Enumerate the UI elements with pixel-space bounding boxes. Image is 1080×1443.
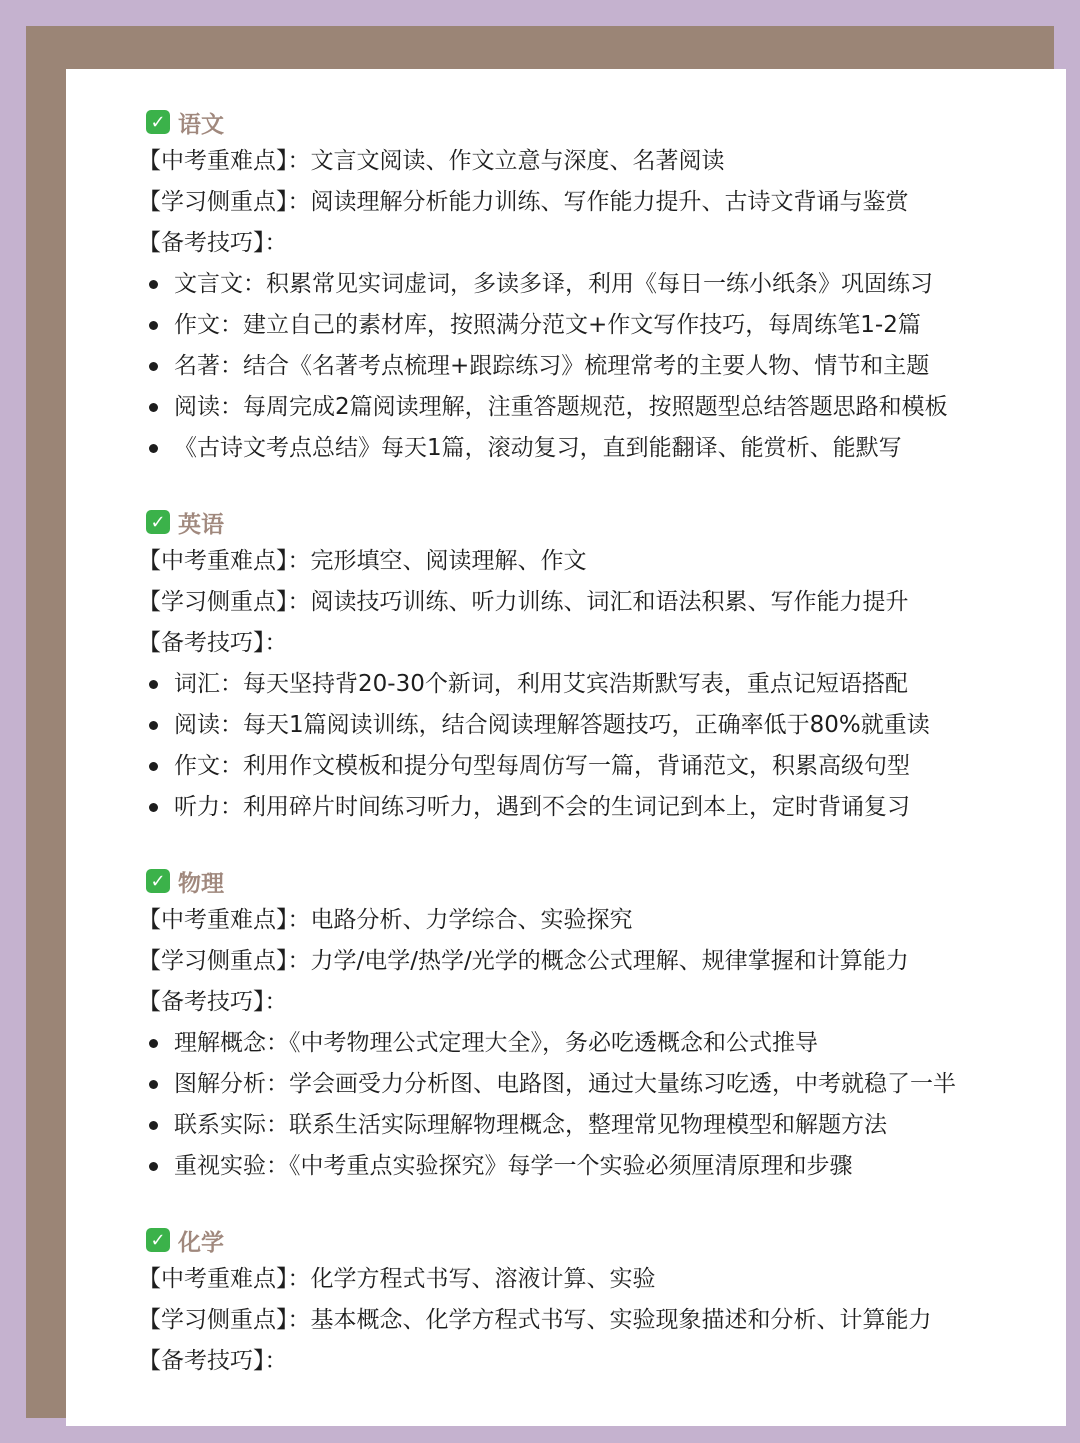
- check-mark-icon: ✓: [146, 510, 170, 534]
- section-title: [146, 862, 1038, 900]
- tips-list: [138, 664, 1038, 828]
- bullet-dot-icon: [149, 762, 158, 771]
- tip-text: 图解分析：学会画受力分析图、电路图，通过大量练习吃透，中考就稳了一半: [174, 1071, 956, 1097]
- tip-item: [138, 746, 1038, 787]
- tip-item: [138, 705, 1038, 746]
- tip-item: [138, 1064, 1038, 1105]
- tip-text: 联系实际：联系生活实际理解物理概念，整理常见物理模型和解题方法: [174, 1112, 887, 1138]
- photo-frame: [26, 26, 1054, 1418]
- study-focus-line: [138, 1300, 1038, 1341]
- tip-item: [138, 664, 1038, 705]
- study-focus-text: 阅读理解分析能力训练、写作能力提升、古诗文背诵与鉴赏: [310, 189, 909, 215]
- study-focus-label: 【学习侧重点】：: [138, 589, 311, 615]
- check-mark-icon: ✓: [146, 110, 170, 134]
- tip-item: [138, 1146, 1038, 1187]
- tips-list: [138, 264, 1038, 469]
- study-focus-text: 阅读技巧训练、听力训练、词汇和语法积累、写作能力提升: [310, 589, 909, 615]
- section-chemistry: [138, 1221, 1038, 1382]
- study-focus-label: 【学习侧重点】：: [138, 189, 311, 215]
- exam-focus-label: 【中考重难点】：: [138, 1266, 311, 1292]
- section-title: [146, 1221, 1038, 1259]
- bullet-dot-icon: [149, 803, 158, 812]
- tip-item: [138, 787, 1038, 828]
- bullet-dot-icon: [149, 1039, 158, 1048]
- exam-focus-label: 【中考重难点】：: [138, 907, 311, 933]
- tips-heading: 【备考技巧】：: [138, 1348, 288, 1374]
- tip-item: [138, 387, 1038, 428]
- section-title-text: 语文: [178, 111, 224, 138]
- bullet-dot-icon: [149, 1121, 158, 1130]
- section-title: [146, 103, 1038, 141]
- tip-item: [138, 264, 1038, 305]
- tip-text: 作文：建立自己的素材库，按照满分范文+作文写作技巧，每周练笔1-2篇: [174, 312, 921, 338]
- study-focus-line: [138, 182, 1038, 223]
- notes-content: [138, 103, 1038, 1416]
- tips-list: [138, 1023, 1038, 1187]
- tip-text: 重视实验：《中考重点实验探究》每学一个实验必须厘清原理和步骤: [174, 1153, 853, 1179]
- section-title-text: 物理: [178, 870, 224, 897]
- tips-heading: 【备考技巧】：: [138, 630, 288, 656]
- bullet-dot-icon: [149, 680, 158, 689]
- tip-text: 阅读：每周完成2篇阅读理解，注重答题规范，按照题型总结答题思路和模板: [174, 394, 948, 420]
- tips-heading: 【备考技巧】：: [138, 989, 288, 1015]
- bullet-dot-icon: [149, 721, 158, 730]
- bullet-dot-icon: [149, 444, 158, 453]
- exam-focus-text: 电路分析、力学综合、实验探究: [310, 907, 633, 933]
- section-title-text: 化学: [178, 1229, 224, 1256]
- paper-sheet: [66, 69, 1066, 1426]
- exam-focus-line: [138, 1259, 1038, 1300]
- tip-item: [138, 346, 1038, 387]
- bullet-dot-icon: [149, 362, 158, 371]
- tip-item: [138, 305, 1038, 346]
- study-focus-text: 基本概念、化学方程式书写、实验现象描述和分析、计算能力: [310, 1307, 932, 1333]
- tip-text: 作文：利用作文模板和提分句型每周仿写一篇，背诵范文，积累高级句型: [174, 753, 910, 779]
- bullet-dot-icon: [149, 321, 158, 330]
- study-focus-text: 力学/电学/热学/光学的概念公式理解、规律掌握和计算能力: [310, 948, 909, 974]
- section-physics: [138, 862, 1038, 1187]
- exam-focus-line: [138, 900, 1038, 941]
- exam-focus-label: 【中考重难点】：: [138, 148, 311, 174]
- exam-focus-text: 完形填空、阅读理解、作文: [310, 548, 587, 574]
- tip-item: [138, 428, 1038, 469]
- tip-text: 名著：结合《名著考点梳理+跟踪练习》梳理常考的主要人物、情节和主题: [174, 353, 930, 379]
- tip-text: 词汇：每天坚持背20-30个新词，利用艾宾浩斯默写表，重点记短语搭配: [174, 671, 908, 697]
- study-focus-label: 【学习侧重点】：: [138, 1307, 311, 1333]
- tip-text: 《古诗文考点总结》每天1篇，滚动复习，直到能翻译、能赏析、能默写: [174, 435, 902, 461]
- exam-focus-label: 【中考重难点】：: [138, 548, 311, 574]
- bullet-dot-icon: [149, 1080, 158, 1089]
- tip-text: 听力：利用碎片时间练习听力，遇到不会的生词记到本上，定时背诵复习: [174, 794, 910, 820]
- study-focus-line: [138, 582, 1038, 623]
- tip-item: [138, 1105, 1038, 1146]
- study-focus-line: [138, 941, 1038, 982]
- section-title-text: 英语: [178, 511, 224, 538]
- check-mark-icon: ✓: [146, 869, 170, 893]
- exam-focus-line: [138, 141, 1038, 182]
- tips-heading: 【备考技巧】：: [138, 230, 288, 256]
- section-english: [138, 503, 1038, 828]
- section-title: [146, 503, 1038, 541]
- bullet-dot-icon: [149, 280, 158, 289]
- tip-item: [138, 1023, 1038, 1064]
- bullet-dot-icon: [149, 403, 158, 412]
- tip-text: 理解概念：《中考物理公式定理大全》，务必吃透概念和公式推导: [174, 1030, 818, 1056]
- exam-focus-line: [138, 541, 1038, 582]
- section-chinese: [138, 103, 1038, 469]
- check-mark-icon: ✓: [146, 1228, 170, 1252]
- bullet-dot-icon: [149, 1162, 158, 1171]
- exam-focus-text: 化学方程式书写、溶液计算、实验: [310, 1266, 656, 1292]
- tip-text: 阅读：每天1篇阅读训练，结合阅读理解答题技巧，正确率低于80%就重读: [174, 712, 930, 738]
- study-focus-label: 【学习侧重点】：: [138, 948, 311, 974]
- exam-focus-text: 文言文阅读、作文立意与深度、名著阅读: [310, 148, 725, 174]
- tip-text: 文言文：积累常见实词虚词，多读多译，利用《每日一练小纸条》巩固练习: [174, 271, 933, 297]
